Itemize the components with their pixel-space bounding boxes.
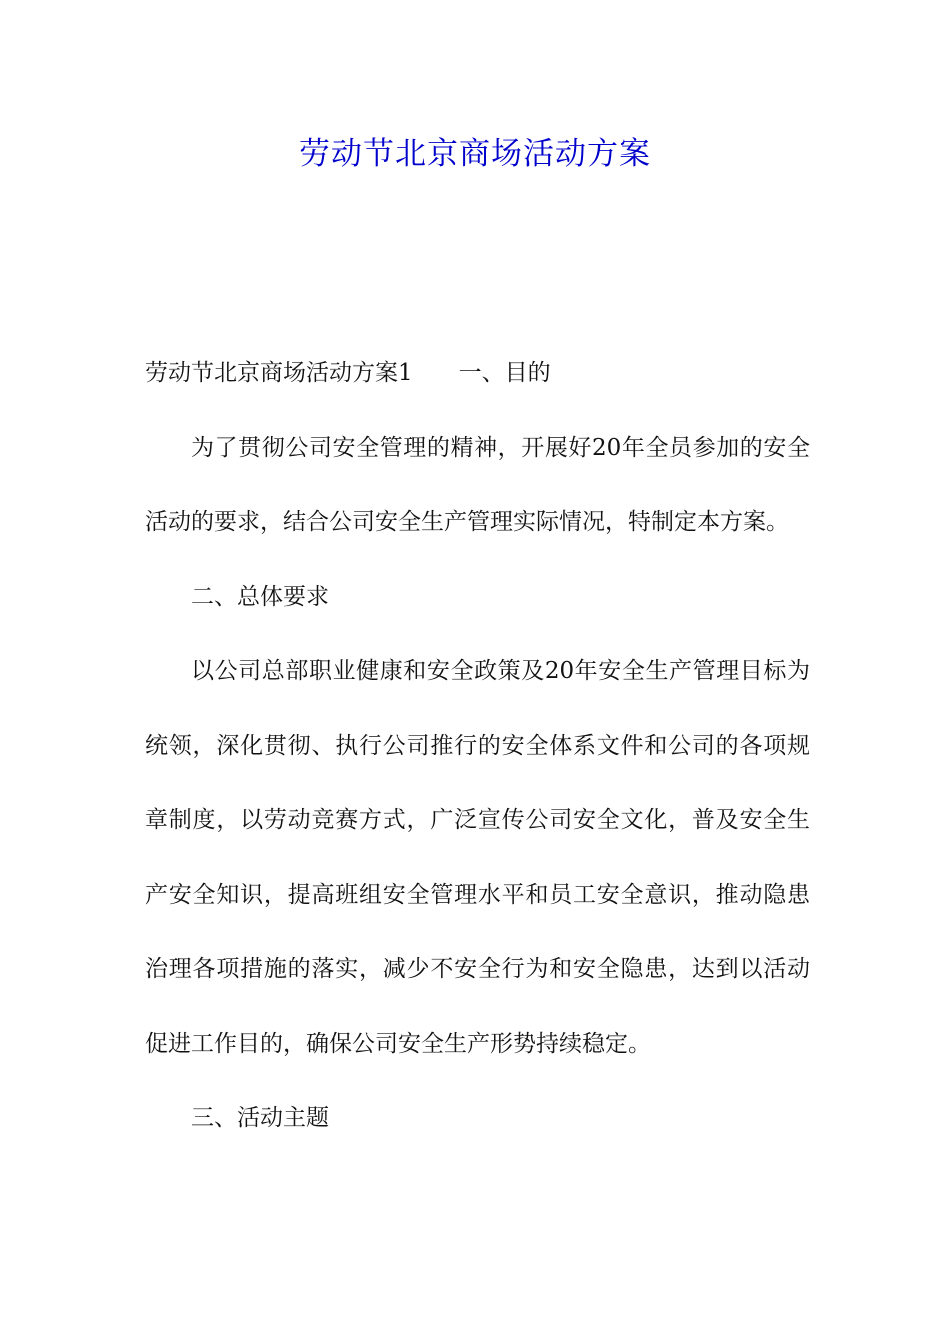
paragraph-general-requirements: 以公司总部职业健康和安全政策及20年安全生产管理目标为统领，深化贯彻、执行公司推行的安全体系文件和公司的各项规章制度，以劳动竞赛方式，广泛宣传公司安全文化，普及安全生产安全知识，提高班组安全管理水平和员工安全意识，推动隐患治理各项措施的落实，减少不安全行为和安全隐患，达到以活动促进工作目的，确保公司安全生产形势持续稳定。 bbox=[145, 658, 810, 1057]
section-heading-general-requirements: 二、总体要求 bbox=[191, 583, 329, 610]
section-heading-activity-theme: 三、活动主题 bbox=[191, 1105, 329, 1131]
section-heading-purpose: 一、目的 bbox=[458, 360, 551, 386]
paragraph-purpose: 为了贯彻公司安全管理的精神，开展好20年全员参加的安全活动的要求，结合公司安全生产管理实际情况，特制定本方案。 bbox=[145, 434, 810, 535]
first-line bbox=[145, 336, 810, 411]
document-body bbox=[145, 336, 810, 1156]
document-heading: 劳动节北京商场活动方案1 bbox=[145, 360, 413, 386]
document-title: 劳动节北京商场活动方案 bbox=[299, 136, 651, 172]
